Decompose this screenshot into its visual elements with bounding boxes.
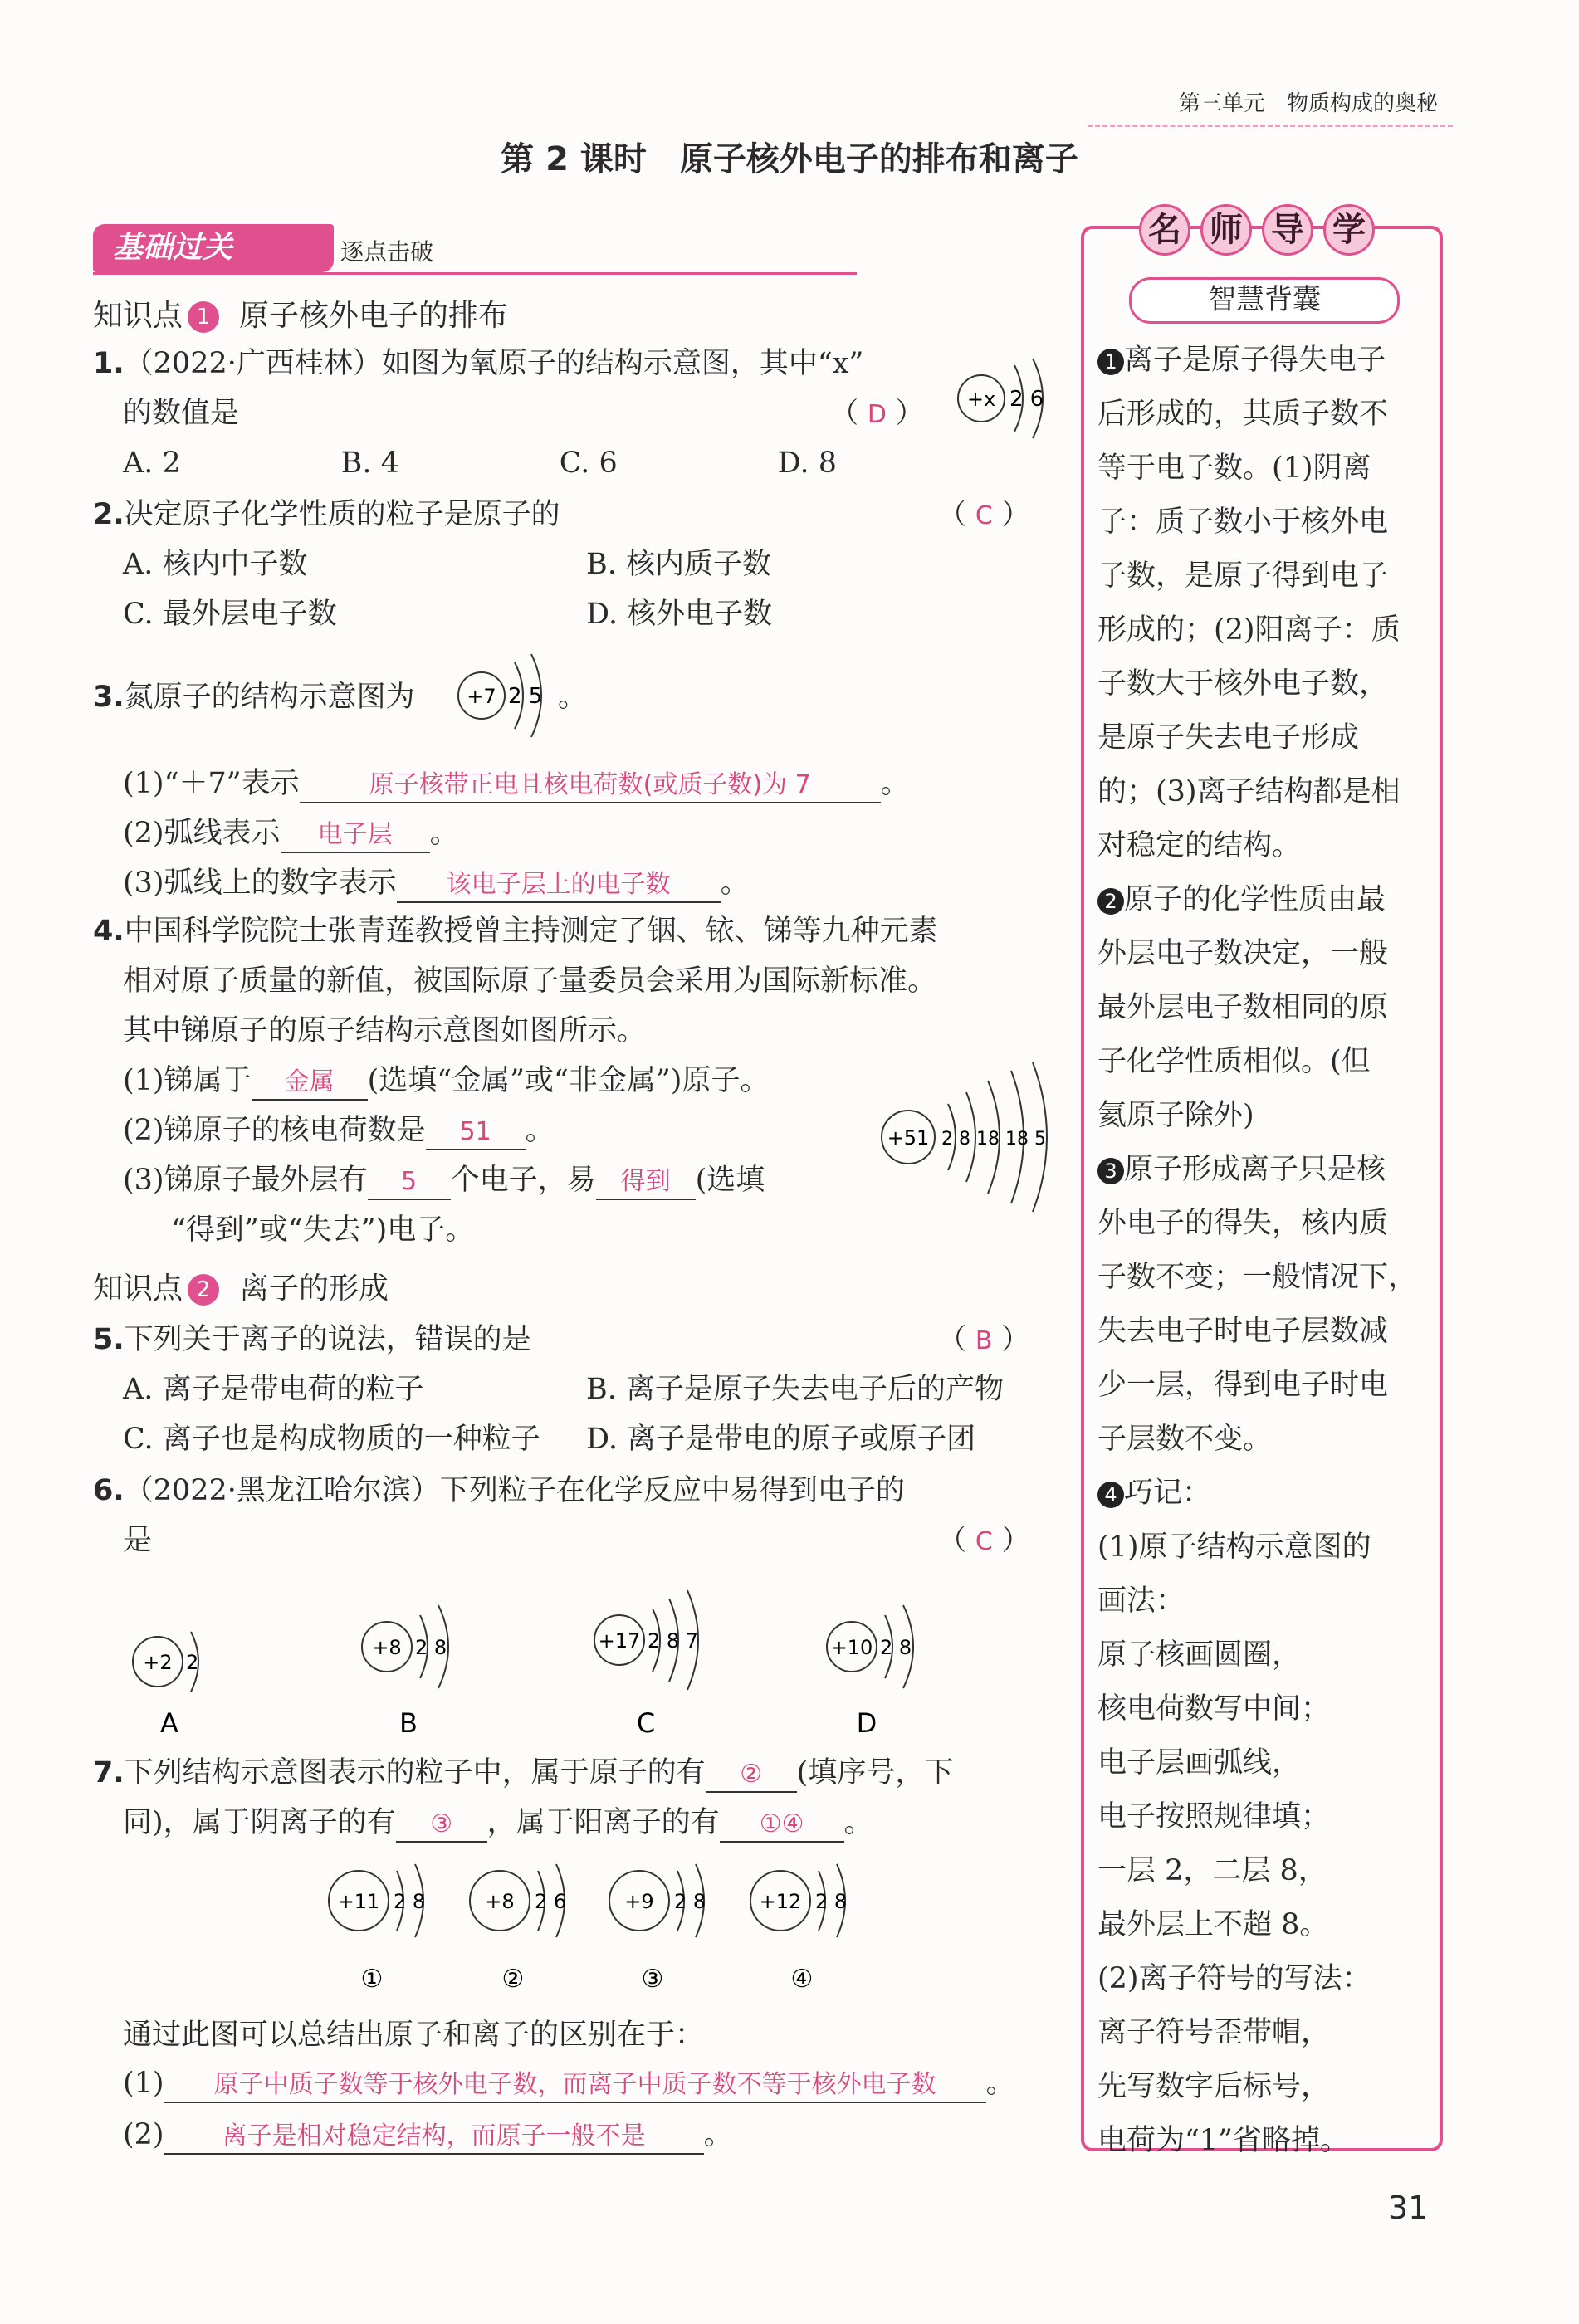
question-4-line2: 相对原子质量的新值，被国际原子量委员会采用为国际新标准。 — [123, 964, 937, 998]
sidebar-line-text: 巧记： — [1124, 1477, 1212, 1510]
sidebar-line — [1097, 2006, 1430, 2060]
sidebar-line — [1097, 1790, 1430, 1844]
sidebar-line-text: (1)原子结构示意图的 — [1097, 1531, 1371, 1564]
sidebar-line — [1097, 1844, 1430, 1898]
nucleus-charge: +x — [966, 388, 996, 411]
fill-blank[interactable]: ③ — [396, 1808, 487, 1843]
shell-numbers: 2 6 — [1009, 387, 1044, 412]
sidebar-line — [1097, 1736, 1430, 1790]
sidebar-line — [1097, 1251, 1430, 1305]
sidebar-line — [1097, 1575, 1430, 1628]
question-1-line2: 的数值是 — [123, 397, 240, 430]
kp-label: 知识点 — [93, 299, 183, 333]
svg-text:2 8: 2 8 — [815, 1890, 848, 1913]
sidebar-line — [1097, 1952, 1430, 2006]
sidebar-line — [1097, 711, 1430, 765]
fill-blank[interactable]: ② — [706, 1758, 797, 1793]
sidebar-line-text: 电子层画弧线， — [1097, 1746, 1302, 1780]
sidebar-tag: 名 师 导 学 — [1139, 204, 1385, 259]
sidebar-line — [1097, 1035, 1430, 1089]
sidebar-line-text: (2)离子符号的写法： — [1097, 1962, 1371, 1995]
svg-text:④: ④ — [790, 1965, 814, 1994]
sidebar-line — [1097, 1413, 1430, 1467]
question-1-options — [123, 443, 837, 483]
sidebar-line-text: 等于电子数。(1)阴离 — [1097, 452, 1371, 485]
sidebar-line-text: 子数，是原子得到电子 — [1097, 559, 1389, 593]
fill-blank[interactable]: ①④ — [720, 1808, 844, 1843]
sidebar-line — [1097, 1467, 1430, 1521]
sidebar-line-text: 子数不变；一般情况下， — [1097, 1261, 1418, 1294]
answer-mark: B — [975, 1326, 993, 1355]
question-number: 7. — [93, 1756, 125, 1789]
question-number: 4. — [93, 915, 125, 948]
antimony-atom-diagram — [872, 1054, 1063, 1220]
page-number: 31 — [1388, 2190, 1429, 2226]
option: B. 核内质子数 — [586, 548, 771, 581]
question-2 — [93, 495, 560, 535]
sidebar-line — [1097, 1628, 1430, 1682]
sidebar-line — [1097, 873, 1430, 927]
sidebar-line-text: 电子按照规律填； — [1097, 1800, 1331, 1833]
svg-text:2 6: 2 6 — [535, 1890, 567, 1913]
sidebar-line — [1097, 1305, 1430, 1359]
sidebar-line — [1097, 819, 1430, 873]
tip-number-badge: 3 — [1097, 1158, 1124, 1184]
sidebar-line-text: 子层数不变。 — [1097, 1423, 1273, 1456]
option: D. 8 — [777, 447, 837, 480]
tip-number-badge: 1 — [1097, 349, 1124, 375]
kp-number-badge: 1 — [188, 301, 219, 333]
fill-blank[interactable]: 51 — [426, 1116, 526, 1150]
question-4-sub3: (3)锑原子最外层有 5 个电子，易 得到 (选填 — [123, 1160, 765, 1200]
svg-text:③: ③ — [641, 1965, 664, 1994]
nucleus-charge: +8 — [372, 1636, 402, 1659]
sidebar-line-text: 是原子失去电子形成 — [1097, 721, 1360, 754]
option: D. 核外电子数 — [586, 598, 773, 631]
sidebar-line — [1097, 334, 1430, 388]
question-text: 中国科学院院士张青莲教授曾主持测定了铟、铱、锑等九种元素 — [124, 915, 938, 948]
knowledge-point-2 — [93, 1265, 389, 1307]
question-text: （2022·黑龙江哈尔滨）下列粒子在化学反应中易得到电子的 — [124, 1474, 905, 1507]
option: A. 离子是带电荷的粒子 — [123, 1373, 424, 1406]
sidebar-line-text: 失去电子时电子层数减 — [1097, 1315, 1389, 1348]
question-3-period: 。 — [558, 681, 588, 714]
sidebar-subtitle: 智慧背囊 — [1129, 277, 1400, 324]
sidebar-line — [1097, 1143, 1430, 1197]
svg-text:2 8: 2 8 — [394, 1890, 426, 1913]
diagram-label: A — [160, 1707, 178, 1739]
question-3 — [93, 677, 415, 717]
nitrogen-atom-diagram — [448, 639, 565, 739]
sidebar-line — [1097, 2114, 1430, 2168]
answer-paren: （ C ） — [938, 1524, 1030, 1557]
question-text: 决定原子化学性质的粒子是原子的 — [124, 498, 560, 531]
sidebar-line — [1097, 1898, 1430, 1952]
nucleus-charge: +10 — [830, 1636, 873, 1659]
option: D. 离子是带电的原子或原子团 — [586, 1423, 976, 1456]
question-7-diff1: (1) 原子中质子数等于核外电子数，而离子中质子数不等于核外电子数 。 — [123, 2063, 1015, 2103]
question-1 — [93, 344, 863, 383]
question-6 — [93, 1471, 905, 1511]
option: A. 2 — [123, 447, 181, 480]
sidebar-line-text: 原子核画圆圈， — [1097, 1638, 1302, 1672]
sidebar-line — [1097, 1197, 1430, 1251]
question-3-sub1: (1)“＋7”表示 原子核带正电且核电荷数(或质子数)为 7 。 — [123, 764, 910, 803]
atom-diagram-d — [814, 1585, 938, 1751]
sidebar-line — [1097, 2060, 1430, 2114]
answer-paren: （ B ） — [938, 1323, 1030, 1356]
question-4-line3: 其中锑原子的原子结构示意图如图所示。 — [123, 1014, 647, 1047]
sidebar-line-text: 电荷为“1”省略掉。 — [1097, 2124, 1350, 2157]
unit-header: 第三单元 物质构成的奥秘 — [1178, 91, 1438, 116]
nucleus-charge: +7 — [467, 685, 496, 708]
kp-label: 知识点 — [93, 1272, 183, 1306]
option: B. 离子是原子失去电子后的产物 — [586, 1373, 1004, 1406]
sidebar-line-text: 画法： — [1097, 1584, 1185, 1618]
sidebar-line — [1097, 1521, 1430, 1575]
oxygen-atom-diagram — [946, 347, 1071, 447]
sidebar-text — [1097, 334, 1430, 2168]
question-text: 下列关于离子的说法，错误的是 — [124, 1323, 531, 1356]
question-number: 6. — [93, 1474, 125, 1507]
nucleus-charge: +17 — [598, 1629, 641, 1653]
question-7-diff2: (2) 离子是相对稳定结构，而原子一般不是 。 — [123, 2115, 733, 2155]
question-4 — [93, 911, 938, 951]
question-number: 3. — [93, 681, 125, 714]
question-4-sub3-line2: “得到”或“失去”)电子。 — [171, 1213, 475, 1247]
atom-diagram-4 — [750, 1864, 847, 1994]
fill-blank[interactable]: 金属 — [252, 1066, 368, 1101]
question-number: 2. — [93, 498, 125, 531]
answer-paren: （ C ） — [938, 498, 1030, 531]
nucleus-charge: +51 — [887, 1126, 930, 1150]
question-3-sub2: (2)弧线表示 电子层 。 — [123, 813, 459, 853]
svg-text:+12: +12 — [759, 1890, 802, 1913]
svg-text:+8: +8 — [485, 1890, 515, 1913]
sidebar-line-text: 原子的化学性质由最 — [1124, 883, 1386, 916]
sidebar-line — [1097, 388, 1430, 442]
answer-mark: D — [867, 400, 887, 429]
sidebar-line-text: 先写数字后标号， — [1097, 2070, 1331, 2103]
shell-numbers: 2 8 — [415, 1636, 447, 1659]
sidebar-line-text: 最外层电子数相同的原 — [1097, 991, 1389, 1024]
question-5 — [93, 1320, 531, 1360]
shell-numbers: 2 8 7 — [648, 1629, 699, 1653]
sidebar-line-text: 对稳定的结构。 — [1097, 829, 1302, 862]
sidebar-line — [1097, 765, 1430, 819]
question-text: 下列结构示意图表示的粒子中，属于原子的有 — [124, 1756, 706, 1789]
fill-blank[interactable]: 5 — [368, 1165, 451, 1200]
question-number: 1. — [93, 347, 125, 380]
svg-text:②: ② — [501, 1965, 525, 1994]
section-subtitle: 逐点击破 — [340, 238, 434, 266]
sidebar-line-text: 一层 2，二层 8， — [1097, 1854, 1327, 1887]
question-text: （2022·广西桂林）如图为氧原子的结构示意图，其中“x” — [124, 347, 864, 380]
sidebar-line — [1097, 657, 1430, 711]
option: C. 最外层电子数 — [123, 598, 337, 631]
answer-mark: C — [975, 501, 993, 530]
sidebar-line-text: 离子符号歪带帽， — [1097, 2016, 1331, 2049]
sidebar-line-text: 子数大于核外电子数， — [1097, 667, 1389, 701]
sidebar-line-text: 最外层上不超 8。 — [1097, 1908, 1329, 1941]
kp-title: 离子的形成 — [239, 1272, 389, 1306]
svg-text:①: ① — [360, 1965, 384, 1994]
fill-blank[interactable]: 该电子层上的电子数 — [397, 868, 721, 903]
kp-title: 原子核外电子的排布 — [239, 299, 509, 333]
answer-mark: C — [975, 1527, 993, 1556]
section-banner: 基础过关 — [93, 224, 334, 272]
sidebar-line-text: 少一层，得到电子时电 — [1097, 1369, 1389, 1402]
atom-diagram-1 — [329, 1864, 425, 1994]
kp-number-badge: 2 — [188, 1274, 219, 1306]
sidebar-line-text: 的；(3)离子结构都是相 — [1097, 775, 1401, 808]
option: C. 离子也是构成物质的一种粒子 — [123, 1423, 540, 1456]
question-7: 7.下列结构示意图表示的粒子中，属于原子的有 ② (填序号，下 — [93, 1753, 953, 1793]
diagram-label: B — [399, 1707, 418, 1739]
question-3-sub3: (3)弧线上的数字表示 该电子层上的电子数 。 — [123, 863, 750, 903]
sidebar-line-text: 外层电子数决定，一般 — [1097, 937, 1389, 970]
sidebar-line — [1097, 981, 1430, 1035]
q7-diagrams — [307, 1858, 971, 1999]
option: C. 6 — [559, 447, 618, 480]
fill-blank[interactable]: 得到 — [596, 1165, 696, 1200]
atom-diagram-a — [116, 1585, 232, 1751]
question-text: 氮原子的结构示意图为 — [124, 681, 415, 714]
fill-blank[interactable]: 离子是相对稳定结构，而原子一般不是 — [164, 2120, 704, 2155]
shell-numbers: 2 — [186, 1651, 199, 1674]
svg-text:2 8: 2 8 — [674, 1890, 706, 1913]
atom-diagram-b — [349, 1585, 473, 1751]
sidebar-line — [1097, 1682, 1430, 1736]
diagram-label: D — [856, 1707, 877, 1739]
shell-numbers: 2 8 — [880, 1636, 912, 1659]
tip-number-badge: 2 — [1097, 888, 1124, 915]
tip-number-badge: 4 — [1097, 1482, 1124, 1508]
shell-numbers: 2 8 18 18 5 — [941, 1129, 1046, 1150]
atom-diagram-3 — [609, 1864, 706, 1994]
knowledge-point-1 — [93, 292, 508, 334]
sidebar-line-text: 子：质子数小于核外电 — [1097, 505, 1389, 539]
sidebar-line — [1097, 603, 1430, 657]
question-6-line2: 是 — [123, 1524, 153, 1557]
sidebar-line-text: 原子形成离子只是核 — [1124, 1153, 1386, 1186]
sidebar-line — [1097, 1089, 1430, 1143]
sidebar-line — [1097, 549, 1430, 603]
shell-numbers: 2 5 — [508, 684, 543, 709]
sidebar-line-text: 氦原子除外) — [1097, 1099, 1254, 1132]
option: A. 核内中子数 — [123, 548, 308, 581]
question-7-line2: 同)，属于阴离子的有 ③ ，属于阳离子的有 ①④ 。 — [123, 1803, 873, 1843]
fill-blank[interactable]: 电子层 — [281, 818, 430, 853]
question-number: 5. — [93, 1323, 125, 1356]
svg-text:+11: +11 — [337, 1890, 380, 1913]
fill-blank[interactable]: 原子核带正电且核电荷数(或质子数)为 7 — [300, 769, 881, 803]
atom-diagram-c — [581, 1585, 722, 1751]
sidebar-line-text: 后形成的，其质子数不 — [1097, 398, 1389, 431]
sidebar-line — [1097, 496, 1430, 549]
answer-paren: （ D ） — [830, 397, 924, 430]
question-4-sub2: (2)锑原子的核电荷数是 51 。 — [123, 1111, 555, 1150]
sidebar-line-text: 外电子的得失，核内质 — [1097, 1207, 1389, 1240]
sidebar-line — [1097, 1359, 1430, 1413]
diagram-label: C — [636, 1707, 656, 1739]
question-4-sub1: (1)锑属于 金属 (选填“金属”或“非金属”)原子。 — [123, 1061, 769, 1101]
fill-blank[interactable]: 原子中质子数等于核外电子数，而离子中质子数不等于核外电子数 — [164, 2068, 986, 2103]
sidebar-line-text: 形成的；(2)阳离子：质 — [1097, 613, 1401, 647]
question-7-summary: 通过此图可以总结出原子和离子的区别在于： — [123, 2019, 705, 2052]
sidebar-line — [1097, 927, 1430, 981]
sidebar-line-text: 核电荷数写中间； — [1097, 1692, 1331, 1726]
header-divider — [1088, 124, 1453, 127]
nucleus-charge: +2 — [143, 1651, 173, 1674]
banner-rule — [93, 272, 857, 275]
sidebar-line-text: 离子是原子得失电子 — [1124, 344, 1386, 377]
svg-text:+9: +9 — [624, 1890, 654, 1913]
lesson-title: 第 2 课时 原子核外电子的排布和离子 — [501, 140, 1078, 178]
sidebar-line-text: 子化学性质相似。(但 — [1097, 1045, 1371, 1078]
sidebar-line — [1097, 442, 1430, 496]
option: B. 4 — [340, 447, 399, 480]
atom-diagram-2 — [470, 1864, 566, 1994]
